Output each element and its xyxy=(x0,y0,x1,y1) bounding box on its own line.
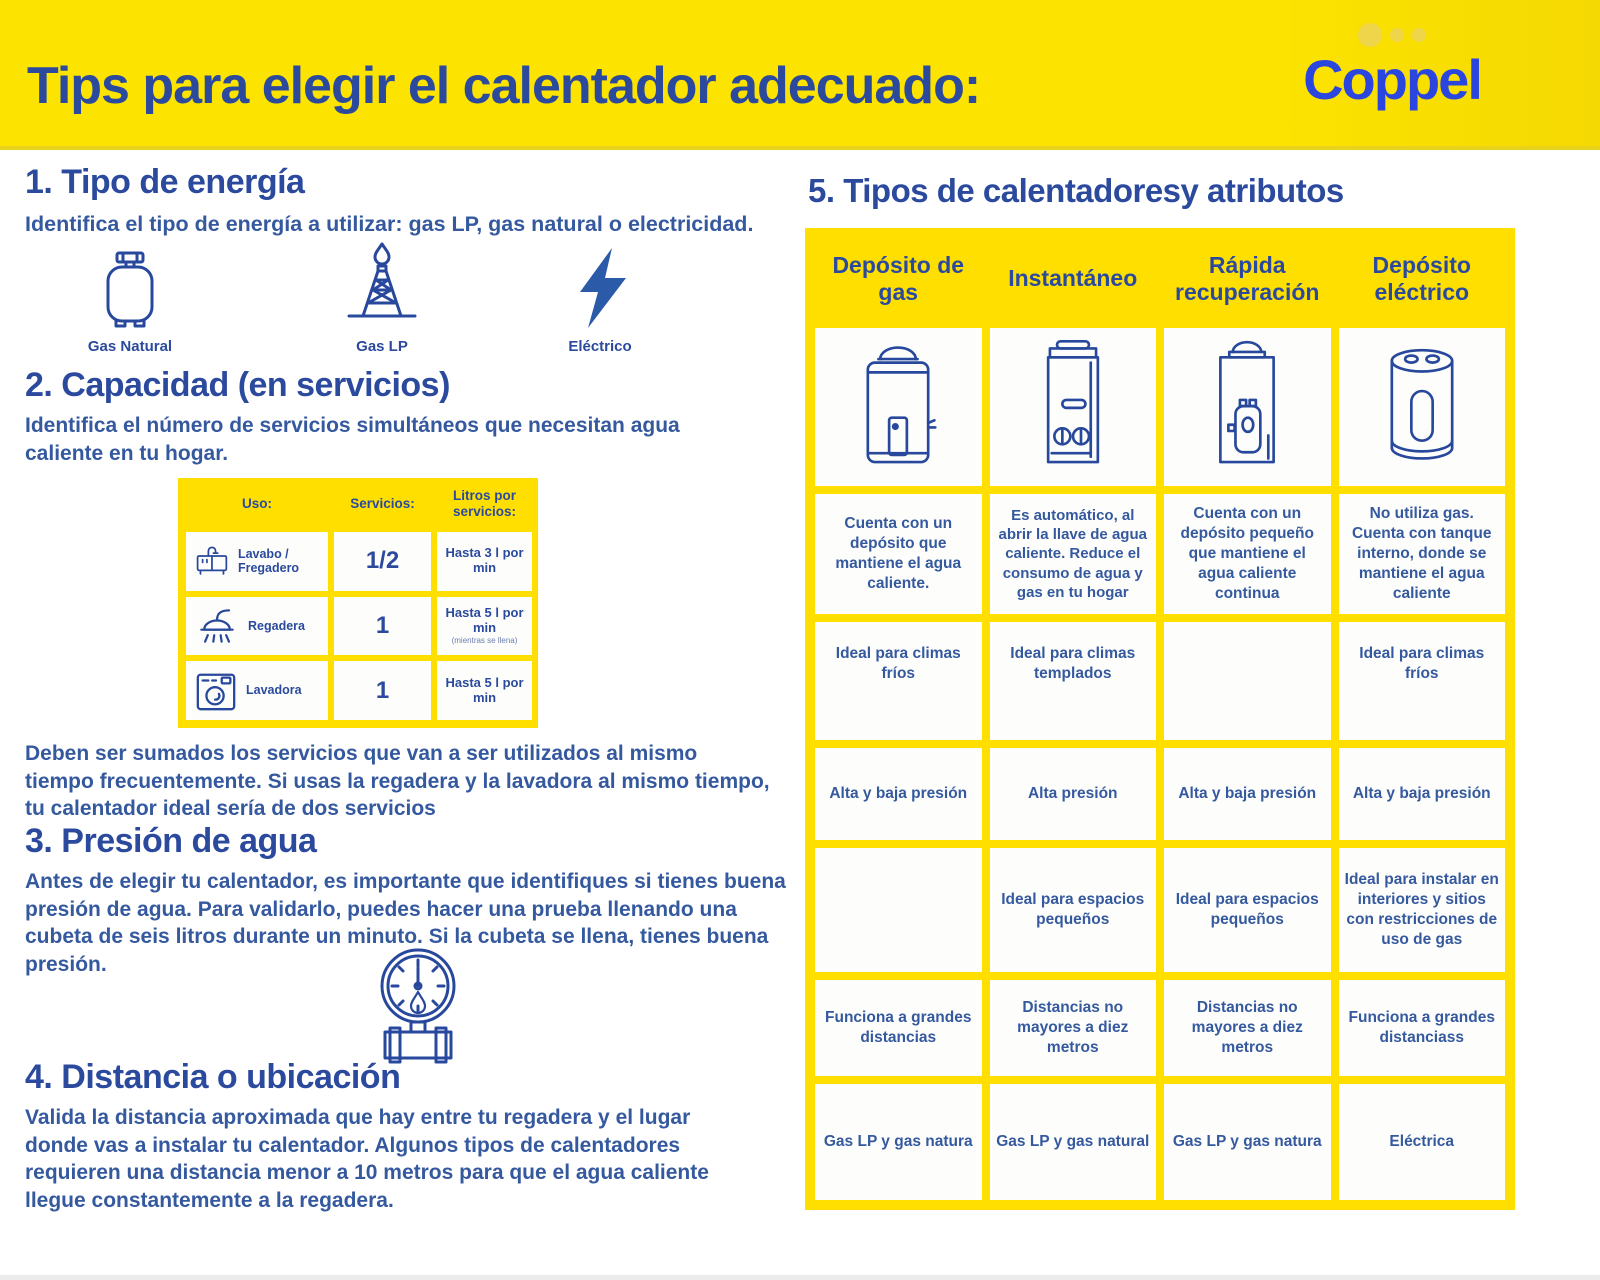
type-pressure: Alta presión xyxy=(990,748,1157,840)
type-distance: Distancias no mayores a diez metros xyxy=(1164,980,1331,1076)
type-space: Ideal para instalar en interiores y sitios con restricciones de uso de gas xyxy=(1339,848,1506,972)
energy-label: Gas Natural xyxy=(87,338,173,355)
type-icon-cell xyxy=(815,328,982,486)
section1-description: Identifica el tipo de energía a utilizar: gas LP, gas natural o electricidad. xyxy=(25,212,754,236)
energy-gas-natural xyxy=(55,250,205,355)
page-title: Tips para elegir el calentador adecuado: xyxy=(27,57,981,115)
type-pressure: Alta y baja presión xyxy=(1339,748,1506,840)
section4-heading: 4. Distancia o ubicación xyxy=(25,1058,401,1096)
capacity-use-label: Regadera xyxy=(248,618,305,633)
logo-dot-small xyxy=(1390,28,1404,42)
liters-note: (mientras se llena) xyxy=(451,636,518,646)
header-banner xyxy=(0,0,1600,150)
coppel-logo xyxy=(1292,20,1492,110)
type-energy: Gas LP y gas natural xyxy=(990,1084,1157,1200)
energy-electrico xyxy=(530,246,670,355)
type-description: Cuenta con un depósito que mantiene el agua caliente. xyxy=(815,494,982,614)
bottom-divider xyxy=(0,1275,1600,1280)
type-energy: Eléctrica xyxy=(1339,1084,1506,1200)
capacity-use-label: Lavadora xyxy=(246,683,302,698)
three-dots-icon xyxy=(1292,20,1492,50)
capacity-header-uso: Uso: xyxy=(242,496,272,512)
section2-footnote: Deben ser sumados los servicios que van a ser utilizados al mismo tiempo frecuentemente. Si usas la regadera y la lavadora al mismo tiempo, tu calentador ideal sería de dos servicios xyxy=(25,742,770,821)
capacity-cell-liters xyxy=(437,597,532,656)
instant-heater-icon xyxy=(1018,336,1128,478)
section2-description: Identifica el número de servicios simultáneos que necesitan agua caliente en tu hogar. xyxy=(25,414,680,465)
heater-types-table xyxy=(805,228,1515,1210)
capacity-cell-services: 1 xyxy=(334,597,431,656)
lightning-bolt-icon xyxy=(568,246,632,330)
type-pressure: Alta y baja presión xyxy=(1164,748,1331,840)
type-icon-cell xyxy=(1164,328,1331,486)
pressure-gauge-icon xyxy=(368,944,468,1068)
type-description: No utiliza gas. Cuenta con tanque interno, donde se mantiene el agua caliente xyxy=(1339,494,1506,614)
energy-label: Eléctrico xyxy=(568,338,632,355)
capacity-use-label: Lavabo / Fregadero xyxy=(237,546,300,576)
type-climate: Ideal para climas templados xyxy=(990,622,1157,740)
type-distance: Funciona a grandes distancias xyxy=(815,980,982,1076)
type-icon-cell xyxy=(1339,328,1506,486)
section2-heading: 2. Capacidad (en servicios) xyxy=(25,366,450,404)
capacity-cell-services: 1/2 xyxy=(334,532,431,591)
type-distance: Distancias no mayores a diez metros xyxy=(990,980,1157,1076)
capacity-cell-liters xyxy=(437,661,532,720)
type-description: Es automático, al abrir la llave de agua caliente. Reduce el consumo de agua y gas en tu hogar xyxy=(990,494,1157,614)
electric-deposit-heater-icon xyxy=(1367,336,1477,478)
sink-icon xyxy=(194,540,230,582)
gas-tank-icon xyxy=(99,250,161,330)
section4-description: Valida la distancia aproximada que hay entre tu regadera y el lugar donde vas a instalar tu calentador. Algunos tipos de calentadores requieren una distancia menor a 10 metros para que el agua caliente llegue constantemente a la regadera. xyxy=(25,1106,709,1213)
type-header-instantaneo: Instantáneo xyxy=(1008,265,1138,292)
capacity-table xyxy=(178,478,538,728)
energy-gas-lp xyxy=(312,240,452,355)
type-description: Cuenta con un depósito pequeño que mantiene el agua caliente continua xyxy=(1164,494,1331,614)
type-header-deposito-electrico: Depósito eléctrico xyxy=(1372,251,1471,305)
type-energy: Gas LP y gas natura xyxy=(1164,1084,1331,1200)
gas-derrick-icon xyxy=(345,240,419,330)
type-header-deposito-gas: Depósito de gas xyxy=(832,251,965,305)
type-climate: Ideal para climas fríos xyxy=(815,622,982,740)
type-energy: Gas LP y gas natura xyxy=(815,1084,982,1200)
type-icon-cell xyxy=(990,328,1157,486)
capacity-cell-liters xyxy=(437,532,532,591)
section1-heading: 1. Tipo de energía xyxy=(25,163,305,201)
section3-description: Antes de elegir tu calentador, es importante que identifiques si tienes buena presión de agua. Para validarlo, puedes hacer una prueba llenando una cubeta de seis litros durante un minuto. Si la cubeta se llena, tienes buena presión. xyxy=(25,870,786,977)
logo-dot-large xyxy=(1358,23,1382,47)
section5-heading: 5. Tipos de calentadoresy atributos xyxy=(808,172,1344,209)
type-climate xyxy=(1164,622,1331,740)
type-space: Ideal para espacios pequeños xyxy=(1164,848,1331,972)
capacity-cell-use xyxy=(186,532,328,591)
liters-text: Hasta 5 l por min xyxy=(445,605,524,636)
logo-dot-small xyxy=(1412,28,1426,42)
type-space xyxy=(815,848,982,972)
capacity-header-litros: Litros por servicios: xyxy=(452,488,517,519)
type-distance: Funciona a grandes distanciass xyxy=(1339,980,1506,1076)
gas-deposit-heater-icon xyxy=(843,336,953,478)
section3-heading: 3. Presión de agua xyxy=(25,822,317,860)
liters-text: Hasta 3 l por min xyxy=(445,545,524,576)
shower-icon xyxy=(194,605,240,647)
capacity-cell-use xyxy=(186,661,328,720)
capacity-header-servicios: Servicios: xyxy=(350,496,415,512)
capacity-cell-services: 1 xyxy=(334,661,431,720)
type-climate: Ideal para climas fríos xyxy=(1339,622,1506,740)
washer-icon xyxy=(194,669,238,713)
type-space: Ideal para espacios pequeños xyxy=(990,848,1157,972)
energy-label: Gas LP xyxy=(356,338,408,355)
type-pressure: Alta y baja presión xyxy=(815,748,982,840)
type-header-rapida-recuperacion: Rápida recuperación xyxy=(1175,251,1320,305)
liters-text: Hasta 5 l por min xyxy=(445,674,524,705)
coppel-wordmark: Coppel xyxy=(1303,48,1481,111)
fast-recovery-heater-icon xyxy=(1192,336,1302,478)
capacity-cell-use xyxy=(186,597,328,656)
